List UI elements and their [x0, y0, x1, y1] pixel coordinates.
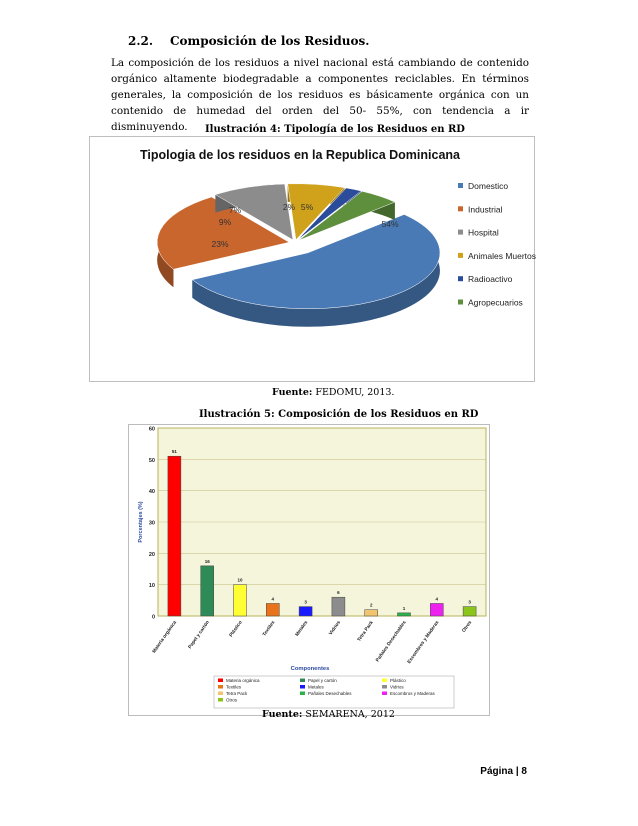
- section-number: 2.2.: [128, 34, 154, 48]
- y-tick-label: 10: [148, 583, 155, 590]
- pie-legend-swatch: [458, 300, 463, 305]
- x-axis-title: Componentes: [290, 666, 330, 672]
- bar-value-label: 4: [435, 596, 439, 602]
- figure5-caption: Ilustración 5: Composición de los Residuos en RD: [199, 409, 479, 420]
- pie-legend-swatch: [458, 183, 463, 188]
- pie-chart-frame: [89, 136, 535, 382]
- y-axis-title: Porcentajes (%): [138, 501, 144, 543]
- figure5-source-text: SEMARENA, 2012: [302, 709, 395, 720]
- bar: [332, 597, 345, 616]
- bar-legend-label: Plástico: [390, 678, 406, 683]
- pie-data-label: 9%: [218, 217, 232, 227]
- x-tick-label: Otros: [461, 620, 474, 634]
- bar-legend-swatch: [300, 679, 305, 683]
- bar: [168, 456, 181, 616]
- pie-title: Tipologia de los residuos en la Republica Dominicana: [140, 148, 460, 162]
- bar-value-label: 4: [271, 596, 275, 602]
- bar-value-label: 51: [171, 449, 177, 455]
- x-tick-label: Tetra Pack: [357, 620, 375, 643]
- pie-data-label: 5%: [300, 202, 314, 212]
- bar-legend-label: Metales: [308, 684, 324, 690]
- pie-legend-label: Domestico: [468, 181, 509, 191]
- bar-value-label: 3: [304, 599, 307, 605]
- pie-legend-swatch: [458, 253, 463, 258]
- bar-legend-swatch: [382, 679, 387, 683]
- figure5-source-label: Fuente:: [262, 709, 303, 720]
- pie-legend-label: Animales Muertos: [468, 250, 536, 261]
- x-tick-label: Textiles: [262, 620, 277, 638]
- page-number: Página | 8: [480, 766, 527, 777]
- x-tick-label: Vidrios: [328, 620, 343, 637]
- bar-legend-label: Vidrios: [390, 684, 404, 690]
- bar-legend-label: Otros: [226, 697, 238, 703]
- bar: [299, 607, 312, 616]
- bar: [201, 566, 214, 616]
- pie-data-label: 54%: [381, 219, 399, 229]
- x-tick-label: Plástico: [228, 620, 244, 639]
- bar-legend-label: Pañales Desechables: [308, 691, 352, 696]
- bar-value-label: 10: [237, 577, 243, 583]
- bar-legend-swatch: [218, 679, 223, 683]
- x-tick-label: Papel y cartón: [187, 620, 211, 651]
- pie-legend-label: Industrial: [468, 204, 503, 215]
- bar-legend-label: Textiles: [226, 684, 242, 690]
- body-paragraph: La composición de los residuos a nivel nacional está cambiando de contenido orgánico altamente biodegradable a componentes reciclables. En términos generales, la composición de los residuos es básicamente orgánica con un contenido de humedad del orden del 50- 55%, con tendencia a ir disminuyendo.: [111, 57, 529, 133]
- figure5-source: [262, 709, 395, 720]
- bar-value-label: 3: [468, 599, 471, 605]
- bar: [463, 607, 476, 616]
- bar-legend-swatch: [218, 698, 223, 702]
- figure4-source-text: FEDOMU, 2013.: [312, 387, 395, 398]
- bar-legend-swatch: [300, 692, 305, 696]
- bar-legend-swatch: [382, 685, 387, 689]
- bar-value-label: 16: [204, 558, 210, 564]
- bar: [398, 613, 411, 616]
- bar-legend-label: Escombros y Maderas: [390, 691, 435, 696]
- bar-chart-frame: [128, 424, 490, 716]
- pie-data-label: 7%: [228, 205, 242, 215]
- pie-legend-swatch: [458, 276, 463, 281]
- bar-value-label: 6: [337, 590, 340, 596]
- x-tick-label: Materia orgánica: [152, 620, 179, 655]
- bar-legend-swatch: [218, 685, 223, 689]
- pie-legend-label: Agropecuarios: [468, 297, 523, 308]
- bar: [234, 585, 247, 616]
- y-tick-label: 40: [148, 489, 155, 496]
- pie-chart: [90, 137, 536, 383]
- y-tick-label: 30: [148, 520, 155, 527]
- bar-value-label: 1: [402, 605, 406, 611]
- pie-legend-swatch: [458, 206, 463, 211]
- pie-data-label: 2%: [282, 202, 296, 212]
- bar: [430, 603, 443, 616]
- pie-data-label: 23%: [211, 239, 229, 249]
- bar-chart: [128, 424, 490, 716]
- bar: [365, 610, 378, 616]
- x-tick-label: Pañales Desechables: [375, 620, 408, 664]
- bar-legend-label: Tetra Pack: [226, 691, 248, 696]
- bar-legend-swatch: [218, 692, 223, 696]
- x-tick-label: Escombros y Maderas: [407, 620, 441, 665]
- bar-value-label: 2: [369, 602, 373, 608]
- figure4-source-label: Fuente:: [272, 387, 313, 398]
- bar: [266, 603, 279, 616]
- pie-legend-label: Hospital: [468, 227, 499, 238]
- y-tick-label: 0: [151, 614, 155, 621]
- section-heading: [128, 34, 369, 48]
- bar-legend-swatch: [300, 685, 305, 689]
- y-tick-label: 20: [148, 551, 155, 558]
- pie-legend-label: Radioactivo: [468, 274, 513, 285]
- bar-legend-swatch: [382, 692, 387, 696]
- figure4-source: [272, 387, 394, 398]
- figure4-caption: Ilustración 4: Tipología de los Residuos en RD: [205, 124, 465, 135]
- y-tick-label: 50: [148, 457, 155, 464]
- y-tick-label: 60: [148, 426, 155, 433]
- bar-legend-label: Materia orgánica: [226, 678, 260, 683]
- bar-legend-label: Papel y cartón: [308, 678, 337, 683]
- pie-legend-swatch: [458, 230, 463, 235]
- section-title: Composición de los Residuos.: [170, 34, 370, 48]
- x-tick-label: Metales: [295, 620, 310, 638]
